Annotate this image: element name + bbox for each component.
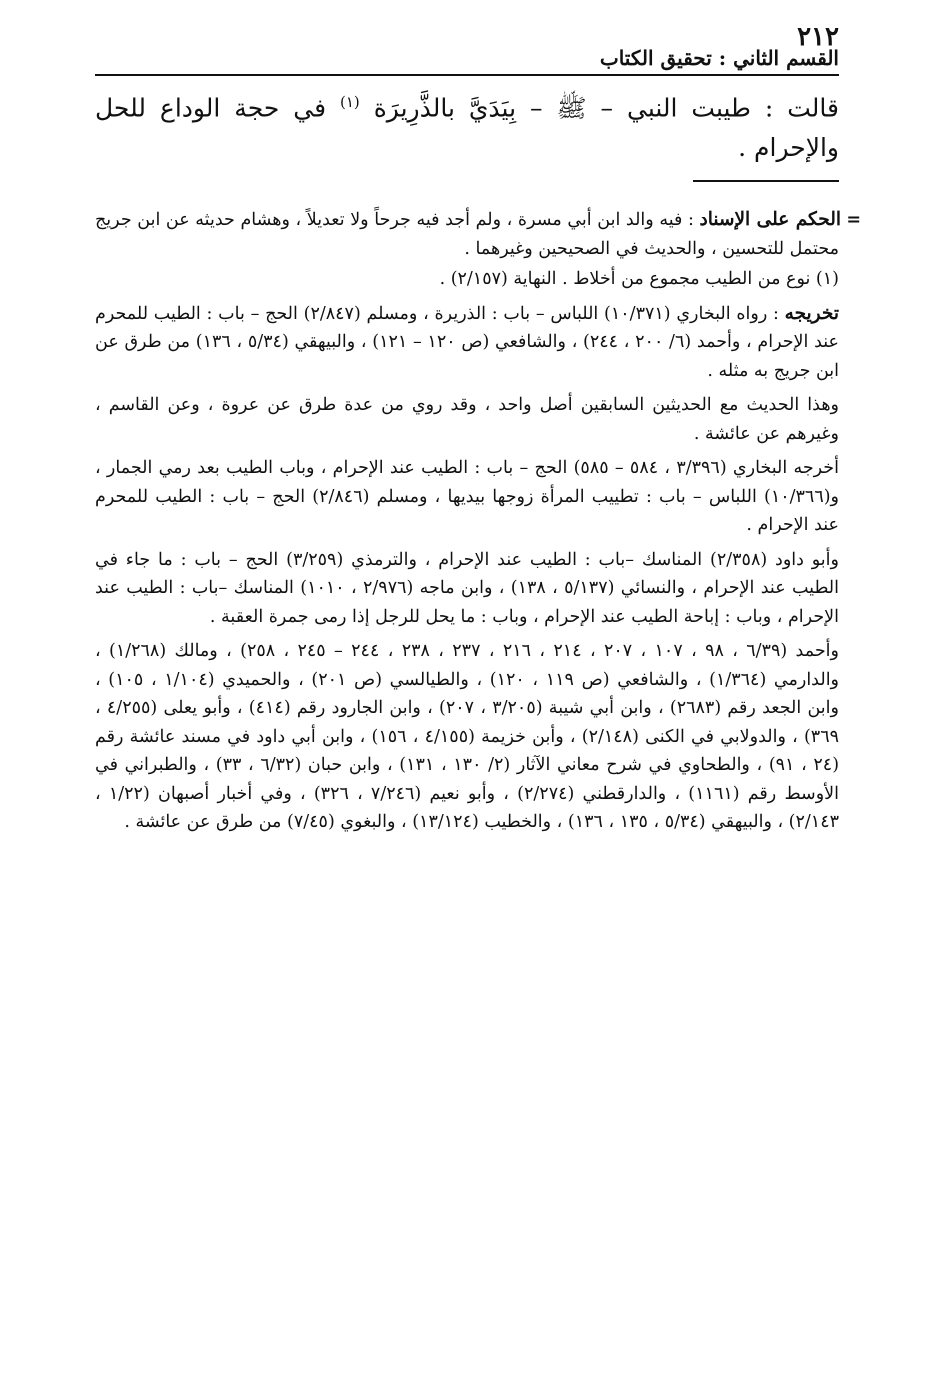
header-rule [95, 74, 839, 76]
footnote-separator [693, 180, 839, 182]
takhrij-text: : رواه البخاري (١٠/٣٧١) اللباس – باب : الذريرة ، ومسلم (٢/٨٤٧) الحج – باب : الطيب للمحرم عند الإحرام ، وأحمد (٦/ ٢٠٠ ، ٢٤٤) ، والشافعي (ص ١٢٠ – ١٢١) ، والبيهقي (٥/٣٤ ، ١٣٦) من طرق عن ابن جريج به مثله . [95, 303, 839, 381]
hadith-text-end: في حجة الوداع للحل والإحرام . [95, 93, 839, 163]
takhrij [95, 300, 839, 386]
paragraph-1: وهذا الحديث مع الحديثين السابقين أصل واحد ، وقد روي من عدة طرق عن عروة ، وعن القاسم ، وغيرهم عن عائشة . [95, 395, 839, 444]
isnad-ruling [95, 206, 861, 263]
paragraph-4: وأحمد (٦/٣٩ ، ٩٨ ، ١٠٧ ، ٢٠٧ ، ٢١٤ ، ٢١٦ ، ٢٣٧ ، ٢٣٨ ، ٢٤٤ – ٢٤٥ ، ٢٥٨) ، ومالك (١/٢٦٨) ، والدارمي (١/٣٦٤) ، والشافعي (ص ١١٩ ، ١٢٠) ، والطيالسي (ص ٢٠١) ، والحميدي (١/١٠٤ ، ١٠٥) ، وابن الجعد رقم (٢٦٨٣) ، وابن أبي شيبة (٣/٢٠٥ ، ٢٠٧) ، وابن الجارود رقم (٤١٤) ، وأبو يعلى (٤/٢٥٥ ، ٣٦٩) ، والدولابي في الكنى (٢/١٤٨) ، وأبن خزيمة (٤/١٥٥ ، ١٥٦) ، وابن أبي داود في مسند عائشة رقم (٢٤ ، ٩١) ، والطحاوي في شرح معاني الآثار (٢/ ١٣٠ ، ١٣١) ، وابن حبان (٦/٣٢ ، ٣٣) ، والطبراني في الأوسط رقم (١١٦١) ، والدارقطني (٢/٢٧٤) ، وأبو نعيم (٧/٢٤٦ ، ٣٢٦) ، وفي أخبار أصبهان (١/٢٢ ، ٢/١٤٣) ، والبيهقي (٥/٣٤ ، ١٣٥ ، ١٣٦) ، والخطيب (١٣/١٢٤) ، والبغوي (٧/٤٥) من طرق عن عائشة . [95, 641, 840, 832]
footnotes [95, 206, 861, 843]
takhrij-label: تخريجه [784, 302, 839, 324]
footnote-reference: (١) [339, 93, 360, 111]
paragraph-2: أخرجه البخاري (٣/٣٩٦ ، ٥٨٤ – ٥٨٥) الحج – باب : الطيب عند الإحرام ، وباب الطيب بعد رمي الجمار ، و(١٠/٣٦٦) اللباس – باب : تطييب المرأة زوجها بيديها ، ومسلم (٢/٨٤٦) الحج – باب : الطيب للمحرم عند الإحرام . [95, 458, 840, 535]
hadith-text [95, 82, 839, 168]
hadith-text-start: قالت : طيبت النبي – ﷺ – بِيَدَيَّ بالذَّرِيرَة [373, 93, 839, 123]
footnote-1: (١) نوع من الطيب مجموع من أخلاط . النهاية (٢/١٥٧) . [439, 269, 839, 289]
isnad-ruling-label: الحكم على الإسناد [699, 209, 841, 230]
page-header [95, 18, 839, 74]
continuation-marker: = [846, 210, 861, 230]
paragraph-3: وأبو داود (٢/٣٥٨) المناسك –باب : الطيب عند الإحرام ، والترمذي (٣/٢٥٩) الحج – باب : ما جاء في الطيب عند الإحرام ، والنسائي (٥/١٣٧ ، ١٣٨) ، وابن ماجه (٢/٩٧٦ ، ١٠١٠) المناسك –باب : الطيب عند الإحرام ، وباب : إباحة الطيب عند الإحرام ، وباب : ما يحل للرجل إذا رمى جمرة العقبة . [95, 549, 839, 627]
main-text [95, 82, 839, 168]
running-title: القسم الثاني : تحقيق الكتاب [599, 46, 839, 70]
page-number: ٢١٢ [797, 22, 839, 52]
isnad-ruling-text: : فيه والد ابن أبي مسرة ، ولم أجد فيه جرحاً ولا تعديلاً ، وهشام حديثه عن ابن جريج محتمل للتحسين ، والحديث في الصحيحين وغيرهما . [95, 210, 839, 259]
